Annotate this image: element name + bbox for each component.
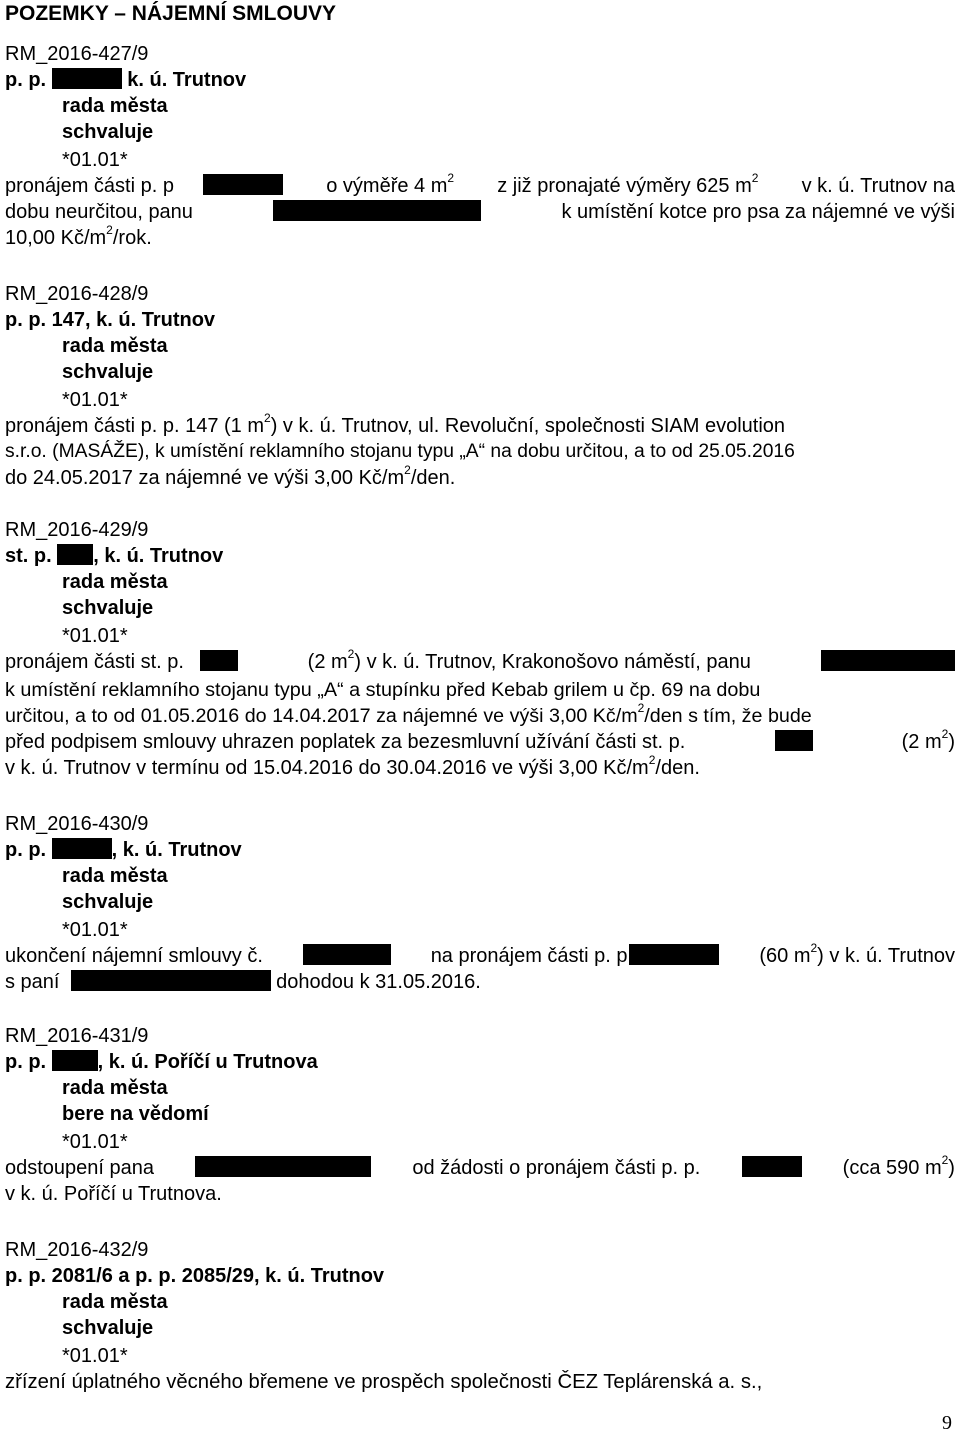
resolution-text-429-line4: před podpisem smlouvy uhrazen poplatek za bezesmluvní užívání části st. p. (2 $m^2$) xyxy=(5,727,955,753)
resolution-text-427-line1: pronájem části p. p o výměře 4 $m^2$ z již pronajaté výměry 625 $m^2$ v k. ú. Trutnov na xyxy=(5,171,955,197)
redaction-block xyxy=(57,544,93,565)
resolution-text-428-line2: s.r.o. (MASÁŽE), k umístění reklamního stojanu typu „A“ na dobu určitou, a to od 25.05.2016 xyxy=(5,441,795,462)
redaction-block xyxy=(71,970,271,991)
resolution-text-429-line2: k umístění reklamního stojanu typu „A“ a stupínku před Kebab grilem u čp. 69 na dobu xyxy=(5,679,761,701)
approves-label: schvaluje xyxy=(62,891,154,913)
approves-label: schvaluje xyxy=(62,121,154,143)
council-label: rada města xyxy=(62,1077,168,1099)
item-number: *01.01* xyxy=(62,625,128,647)
resolution-text-428-line3: do 24.05.2017 za nájemné ve výši 3,00 $Kč/m^2$/den. xyxy=(5,463,456,489)
item-number: *01.01* xyxy=(62,149,128,171)
resolution-text-430-line1: ukončení nájemní smlouvy č. na pronájem části p. p (60 $m^2$) v k. ú. Trutnov xyxy=(5,941,955,967)
redaction-block xyxy=(195,1156,371,1177)
resolution-id-430: RM_2016-430/9 xyxy=(5,813,149,835)
item-number: *01.01* xyxy=(62,389,128,411)
parcel-heading-431: p. p. , k. ú. Poříčí u Trutnova xyxy=(5,1051,318,1073)
redaction-block xyxy=(303,944,391,965)
parcel-heading-428: p. p. 147, k. ú. Trutnov xyxy=(5,309,216,331)
approves-label: schvaluje xyxy=(62,597,154,619)
resolution-id-427: RM_2016-427/9 xyxy=(5,43,149,65)
redaction-block xyxy=(52,68,122,89)
acknowledges-label: bere na vědomí xyxy=(62,1103,209,1125)
redaction-block xyxy=(273,200,481,221)
resolution-text-429-line5: v k. ú. Trutnov v termínu od 15.04.2016 do 30.04.2016 ve výši 3,00 $Kč/m^2$/den. xyxy=(5,753,700,779)
item-number: *01.01* xyxy=(62,1345,128,1367)
resolution-text-427-line3: 10,00 $Kč/m^2$/rok. xyxy=(5,223,152,249)
parcel-heading-430: p. p. , k. ú. Trutnov xyxy=(5,839,242,861)
redaction-block xyxy=(200,650,238,671)
resolution-id-428: RM_2016-428/9 xyxy=(5,283,149,305)
page-title: POZEMKY – NÁJEMNÍ SMLOUVY xyxy=(5,2,336,25)
item-number: *01.01* xyxy=(62,1131,128,1153)
resolution-id-432: RM_2016-432/9 xyxy=(5,1239,149,1261)
council-label: rada města xyxy=(62,571,168,593)
resolution-id-429: RM_2016-429/9 xyxy=(5,519,149,541)
resolution-text-428-line1: pronájem části p. p. 147 (1 $m^2$) v k. ú. Trutnov, ul. Revoluční, společnosti SIAM evolution xyxy=(5,411,786,437)
resolution-text-432-line1: zřízení úplatného věcného břemene ve prospěch společnosti ČEZ Teplárenská a. s., xyxy=(5,1371,763,1393)
parcel-heading-429: st. p. , k. ú. Trutnov xyxy=(5,545,224,567)
council-label: rada města xyxy=(62,1291,168,1313)
resolution-id-431: RM_2016-431/9 xyxy=(5,1025,149,1047)
resolution-text-427-line2: dobu neurčitou, panu k umístění kotce pro psa za nájemné ve výši xyxy=(5,201,955,223)
resolution-text-429-line3: určitou, a to od 01.05.2016 do 14.04.2017 za nájemné ve výši 3,00 $Kč/m^2$/den s tím, že bude xyxy=(5,701,812,727)
redaction-block xyxy=(775,730,813,751)
redaction-block xyxy=(203,174,283,195)
council-label: rada města xyxy=(62,95,168,117)
redaction-block xyxy=(629,944,719,965)
approves-label: schvaluje xyxy=(62,1317,154,1339)
parcel-heading-432: p. p. 2081/6 a p. p. 2085/29, k. ú. Trutnov xyxy=(5,1265,385,1287)
resolution-text-429-line1: pronájem části st. p. (2 $m^2$) v k. ú. Trutnov, Krakonošovo náměstí, panu xyxy=(5,650,955,674)
redaction-block xyxy=(52,1050,98,1071)
page-number: 9 xyxy=(942,1412,952,1434)
redaction-block xyxy=(52,838,112,859)
approves-label: schvaluje xyxy=(62,361,154,383)
parcel-heading-427: p. p. k. ú. Trutnov xyxy=(5,69,247,91)
council-label: rada města xyxy=(62,865,168,887)
item-number: *01.01* xyxy=(62,919,128,941)
redaction-block xyxy=(742,1156,802,1177)
council-label: rada města xyxy=(62,335,168,357)
resolution-text-431-line1: odstoupení pana od žádosti o pronájem části p. p. (cca 590 $m^2$) xyxy=(5,1153,955,1179)
resolution-text-430-line2: s paní dohodou k 31.05.2016. xyxy=(5,971,481,993)
redaction-block xyxy=(821,650,955,671)
resolution-text-431-line2: v k. ú. Poříčí u Trutnova. xyxy=(5,1183,222,1205)
